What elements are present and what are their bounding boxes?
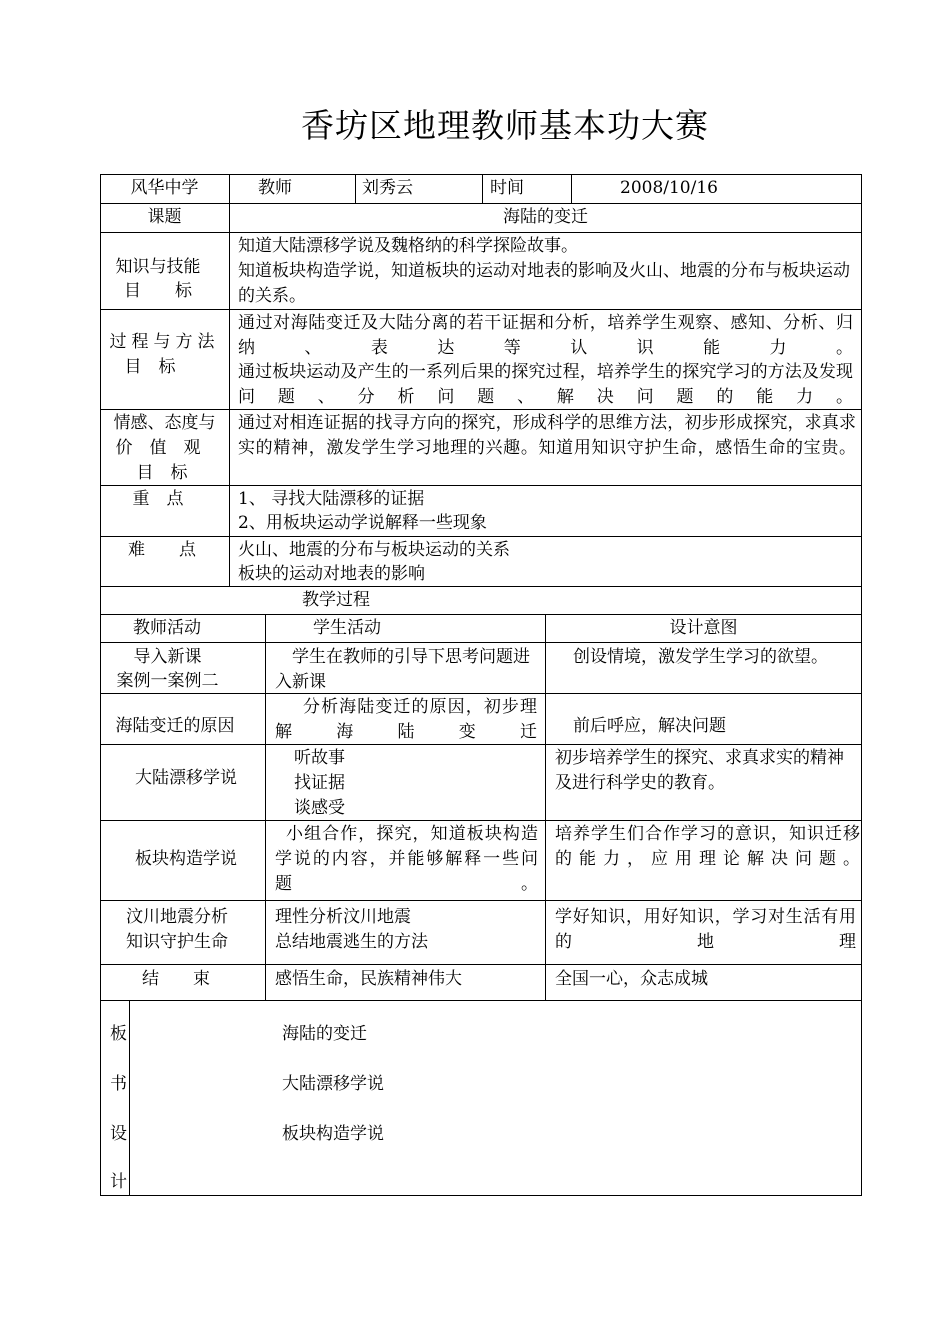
design-intent: 学好知识，用好知识，学习对生活有用的地理 bbox=[555, 907, 856, 952]
teacher-activity: 板块构造学说 bbox=[135, 849, 237, 869]
column-header-design: 设计意图 bbox=[669, 618, 738, 638]
process-section-title: 教学过程 bbox=[302, 590, 370, 610]
col-divider bbox=[229, 174, 230, 203]
board-design-label-char: 设 bbox=[110, 1124, 127, 1144]
emotion-goal-text: 通过对相连证据的找寻方向的探究，形成科学的思维方法，初步形成探究，求真求实的精神，激发学生学习地理的兴趣。知道用知识守护生命，感悟生命的宝贵。 bbox=[238, 413, 856, 458]
emotion-goal-label: 情感、态度与 bbox=[113, 413, 216, 433]
row-divider bbox=[100, 232, 862, 233]
teacher-name: 刘秀云 bbox=[362, 178, 413, 198]
teacher-activity: 大陆漂移学说 bbox=[135, 768, 237, 788]
col-divider bbox=[229, 203, 230, 586]
teacher-label: 教师 bbox=[258, 178, 292, 198]
row-divider bbox=[100, 614, 862, 615]
board-design-label-char: 计 bbox=[110, 1172, 127, 1192]
topic-value: 海陆的变迁 bbox=[503, 207, 588, 227]
topic-label: 课题 bbox=[147, 207, 182, 227]
emotion-goal-label: 价 值 观 bbox=[115, 438, 201, 458]
knowledge-goal-text: 知道板块构造学说，知道板块的运动对地表的影响及火山、地震的分布与板块运动的关系。 bbox=[238, 261, 850, 306]
col-divider bbox=[355, 174, 356, 203]
teacher-activity: 案例一案例二 bbox=[116, 671, 219, 691]
row-divider bbox=[100, 642, 862, 643]
lesson-date: 2008/10/16 bbox=[620, 178, 718, 198]
design-intent: 创设情境，激发学生学习的欲望。 bbox=[573, 647, 828, 667]
teacher-activity: 结 束 bbox=[142, 969, 210, 989]
col-divider bbox=[545, 614, 546, 1000]
board-design-item: 海陆的变迁 bbox=[282, 1024, 367, 1044]
knowledge-goal-label: 知识与技能 bbox=[115, 257, 201, 277]
column-header-teacher: 教师活动 bbox=[133, 618, 201, 638]
difficulty-item: 板块的运动对地表的影响 bbox=[238, 564, 425, 584]
teacher-activity: 导入新课 bbox=[133, 647, 202, 667]
student-activity: 分析海陆变迁的原因，初步理解海陆变迁 bbox=[275, 697, 537, 742]
row-divider bbox=[100, 900, 862, 901]
design-intent: 初步培养学生的探究、求真求实的精神及进行科学史的教育。 bbox=[555, 748, 844, 793]
student-activity: 谈感受 bbox=[294, 798, 345, 818]
teacher-activity: 知识守护生命 bbox=[126, 932, 228, 952]
row-divider bbox=[100, 964, 862, 965]
student-activity: 学生在教师的引导下思考问题进入新课 bbox=[275, 647, 530, 692]
row-divider bbox=[100, 309, 862, 310]
row-divider bbox=[100, 820, 862, 821]
emotion-goal-label: 目 标 bbox=[136, 463, 188, 483]
school-name: 风华中学 bbox=[130, 178, 199, 198]
row-divider bbox=[100, 203, 862, 204]
student-activity: 小组合作，探究，知道板块构造学说的内容，并能够解释一些问题。 bbox=[275, 824, 538, 894]
process-goal-label: 目 标 bbox=[124, 357, 176, 377]
design-intent: 全国一心，众志成城 bbox=[555, 969, 708, 989]
knowledge-goal-text: 知道大陆漂移学说及魏格纳的科学探险故事。 bbox=[238, 236, 578, 256]
knowledge-goal-label: 目 标 bbox=[124, 281, 192, 301]
design-intent: 前后呼应，解决问题 bbox=[573, 716, 726, 736]
student-activity: 总结地震逃生的方法 bbox=[275, 932, 428, 952]
key-points-label: 重 点 bbox=[132, 489, 184, 509]
column-header-student: 学生活动 bbox=[313, 618, 381, 638]
process-goal-text: 通过板块运动及产生的一系列后果的探究过程，培养学生的探究学习的方法及发现问题、分析问题、解决问题的能力。 bbox=[238, 362, 853, 407]
board-design-label-char: 书 bbox=[110, 1074, 127, 1094]
teacher-activity: 海陆变迁的原因 bbox=[115, 716, 235, 736]
student-activity: 找证据 bbox=[294, 773, 345, 793]
process-goal-text: 通过对海陆变迁及大陆分离的若干证据和分析，培养学生观察、感知、分析、归纳、表达等认识能力。 bbox=[238, 313, 853, 358]
student-activity: 理性分析汶川地震 bbox=[275, 907, 411, 927]
col-divider bbox=[482, 174, 483, 203]
row-divider bbox=[100, 1000, 862, 1001]
difficulties-label: 难 点 bbox=[128, 540, 196, 560]
col-divider bbox=[265, 614, 266, 1000]
col-divider bbox=[571, 174, 572, 203]
board-design-item: 大陆漂移学说 bbox=[282, 1074, 384, 1094]
board-design-label-char: 板 bbox=[110, 1024, 127, 1044]
design-intent: 培养学生们合作学习的意识，知识迁移的能力，应用理论解决问题。 bbox=[555, 824, 860, 869]
row-divider bbox=[100, 586, 862, 587]
board-design-item: 板块构造学说 bbox=[282, 1124, 384, 1144]
student-activity: 听故事 bbox=[294, 748, 345, 768]
student-activity: 感悟生命，民族精神伟大 bbox=[275, 969, 462, 989]
process-goal-label: 过程与方法 bbox=[109, 332, 220, 352]
key-point-item: 2、用板块运动学说解释一些现象 bbox=[238, 513, 487, 533]
row-divider bbox=[100, 536, 862, 537]
time-label: 时间 bbox=[490, 178, 524, 198]
key-point-item: 1、 寻找大陆漂移的证据 bbox=[238, 489, 425, 509]
teacher-activity: 汶川地震分析 bbox=[126, 907, 228, 927]
page-title: 香坊区地理教师基本功大赛 bbox=[301, 106, 709, 145]
difficulty-item: 火山、地震的分布与板块运动的关系 bbox=[238, 540, 510, 560]
